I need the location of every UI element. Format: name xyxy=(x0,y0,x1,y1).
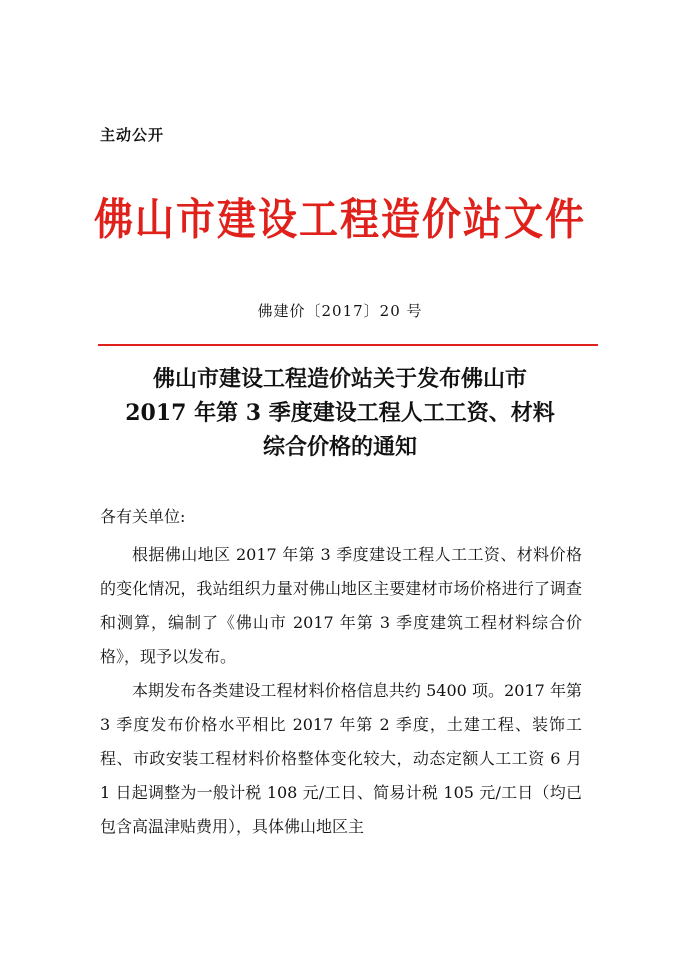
document-number: 佛建价〔2017〕20 号 xyxy=(257,302,423,320)
red-divider-line xyxy=(98,344,598,346)
body-paragraph-2: 本期发布各类建设工程材料价格信息共约 5400 项。2017 年第 3 季度发布价格水平相比 2017 年第 2 季度，土建工程、装饰工程、市政安装工程材料价格整体变化较大，动态定额人工工资 6 月 1 日起调整为一般计税 108 元/工日、简易计税 105 元/工日（均已包含高温津贴费用），具体佛山地区主 xyxy=(100,681,582,836)
notice-title-line-3: 综合价格的通知 xyxy=(262,434,417,460)
notice-title xyxy=(90,362,590,464)
notice-title-line-2: 2017 年第 3 季度建设工程人工工资、材料 xyxy=(125,400,555,426)
body-text xyxy=(100,538,582,844)
notice-title-line-1: 佛山市建设工程造价站关于发布佛山市 xyxy=(152,366,527,392)
body-paragraph-1: 根据佛山地区 2017 年第 3 季度建设工程人工工资、材料价格的变化情况，我站组织力量对佛山地区主要建材市场价格进行了调查和测算，编制了《佛山市 2017 年第 3 季度建筑工程材料综合价格》，现予以发布。 xyxy=(100,545,582,666)
public-disclosure-label: 主动公开 xyxy=(100,126,165,144)
salutation: 各有关单位: xyxy=(100,507,186,526)
masthead-title: 佛山市建设工程造价站文件 xyxy=(93,194,586,246)
